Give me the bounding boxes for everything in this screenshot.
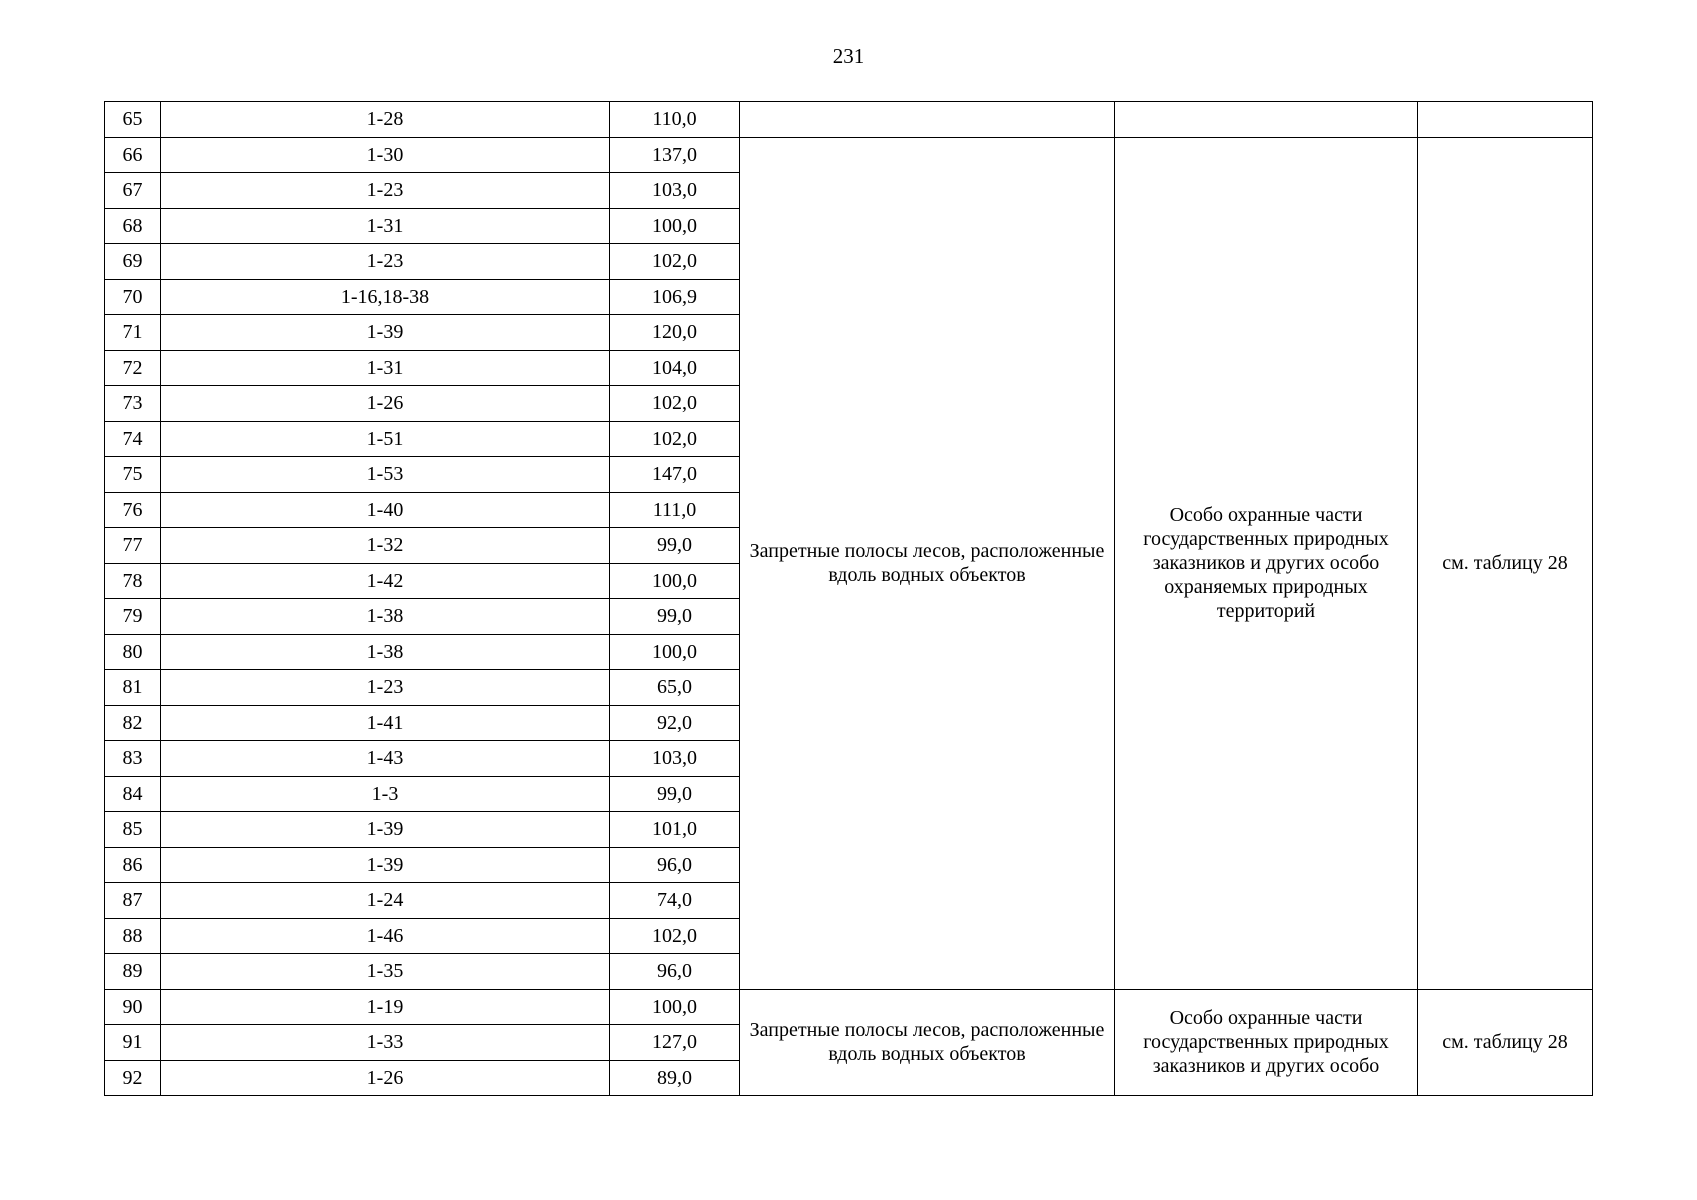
empty-cell — [1115, 102, 1418, 138]
area-value: 100,0 — [610, 208, 740, 244]
area-value: 96,0 — [610, 847, 740, 883]
plot-range: 1-33 — [161, 1025, 610, 1061]
plot-range: 1-39 — [161, 315, 610, 351]
row-number: 68 — [105, 208, 161, 244]
row-number: 91 — [105, 1025, 161, 1061]
forest-category-cell: Запретные полосы лесов, расположенные вдоль водных объектов — [740, 989, 1115, 1096]
plot-range: 1-19 — [161, 989, 610, 1025]
area-value: 120,0 — [610, 315, 740, 351]
plot-range: 1-39 — [161, 812, 610, 848]
page-number: 231 — [832, 44, 865, 68]
row-number: 85 — [105, 812, 161, 848]
row-number: 80 — [105, 634, 161, 670]
plot-range: 1-38 — [161, 634, 610, 670]
area-value: 102,0 — [610, 421, 740, 457]
area-value: 89,0 — [610, 1060, 740, 1096]
row-number: 74 — [105, 421, 161, 457]
area-value: 100,0 — [610, 563, 740, 599]
area-value: 102,0 — [610, 918, 740, 954]
row-number: 79 — [105, 599, 161, 635]
empty-cell — [1418, 102, 1593, 138]
row-number: 90 — [105, 989, 161, 1025]
row-number: 92 — [105, 1060, 161, 1096]
plot-range: 1-38 — [161, 599, 610, 635]
plot-range: 1-26 — [161, 1060, 610, 1096]
plot-range: 1-41 — [161, 705, 610, 741]
area-value: 74,0 — [610, 883, 740, 919]
area-value: 104,0 — [610, 350, 740, 386]
forest-plots-table — [104, 101, 1593, 1096]
area-value: 100,0 — [610, 634, 740, 670]
table-row — [105, 989, 1593, 1025]
plot-range: 1-43 — [161, 741, 610, 777]
protection-category-cell: Особо охранные части государственных природных заказников и других особо охраняемых природных территорий — [1115, 137, 1418, 989]
plot-range: 1-26 — [161, 386, 610, 422]
reference-cell: см. таблицу 28 — [1418, 989, 1593, 1096]
plot-range: 1-30 — [161, 137, 610, 173]
plot-range: 1-31 — [161, 208, 610, 244]
row-number: 86 — [105, 847, 161, 883]
plot-range: 1-46 — [161, 918, 610, 954]
area-value: 92,0 — [610, 705, 740, 741]
area-value: 100,0 — [610, 989, 740, 1025]
area-value: 101,0 — [610, 812, 740, 848]
plot-range: 1-3 — [161, 776, 610, 812]
row-number: 72 — [105, 350, 161, 386]
row-number: 75 — [105, 457, 161, 493]
row-number: 82 — [105, 705, 161, 741]
area-value: 99,0 — [610, 776, 740, 812]
plot-range: 1-24 — [161, 883, 610, 919]
table-row — [105, 137, 1593, 173]
area-value: 103,0 — [610, 741, 740, 777]
plot-range: 1-31 — [161, 350, 610, 386]
plot-range: 1-23 — [161, 173, 610, 209]
area-value: 147,0 — [610, 457, 740, 493]
row-number: 76 — [105, 492, 161, 528]
area-value: 102,0 — [610, 244, 740, 280]
row-number: 78 — [105, 563, 161, 599]
row-number: 73 — [105, 386, 161, 422]
plot-range: 1-40 — [161, 492, 610, 528]
row-number: 87 — [105, 883, 161, 919]
area-value: 111,0 — [610, 492, 740, 528]
empty-cell — [740, 102, 1115, 138]
row-number: 88 — [105, 918, 161, 954]
row-number: 83 — [105, 741, 161, 777]
reference-cell: см. таблицу 28 — [1418, 137, 1593, 989]
area-value: 127,0 — [610, 1025, 740, 1061]
area-value: 106,9 — [610, 279, 740, 315]
row-number: 81 — [105, 670, 161, 706]
row-number: 84 — [105, 776, 161, 812]
plot-range: 1-32 — [161, 528, 610, 564]
row-number: 69 — [105, 244, 161, 280]
plot-range: 1-28 — [161, 102, 610, 138]
area-value: 137,0 — [610, 137, 740, 173]
plot-range: 1-53 — [161, 457, 610, 493]
row-number: 65 — [105, 102, 161, 138]
area-value: 103,0 — [610, 173, 740, 209]
row-number: 89 — [105, 954, 161, 990]
area-value: 99,0 — [610, 599, 740, 635]
row-number: 71 — [105, 315, 161, 351]
row-number: 66 — [105, 137, 161, 173]
area-value: 110,0 — [610, 102, 740, 138]
area-value: 65,0 — [610, 670, 740, 706]
plot-range: 1-51 — [161, 421, 610, 457]
area-value: 102,0 — [610, 386, 740, 422]
forest-category-cell: Запретные полосы лесов, расположенные вдоль водных объектов — [740, 137, 1115, 989]
plot-range: 1-35 — [161, 954, 610, 990]
protection-category-cell: Особо охранные части государственных природных заказников и других особо — [1115, 989, 1418, 1096]
row-number: 67 — [105, 173, 161, 209]
plot-range: 1-16,18-38 — [161, 279, 610, 315]
row-number: 70 — [105, 279, 161, 315]
plot-range: 1-23 — [161, 670, 610, 706]
row-number: 77 — [105, 528, 161, 564]
plot-range: 1-39 — [161, 847, 610, 883]
area-value: 99,0 — [610, 528, 740, 564]
area-value: 96,0 — [610, 954, 740, 990]
plot-range: 1-23 — [161, 244, 610, 280]
plot-range: 1-42 — [161, 563, 610, 599]
table-row — [105, 102, 1593, 138]
